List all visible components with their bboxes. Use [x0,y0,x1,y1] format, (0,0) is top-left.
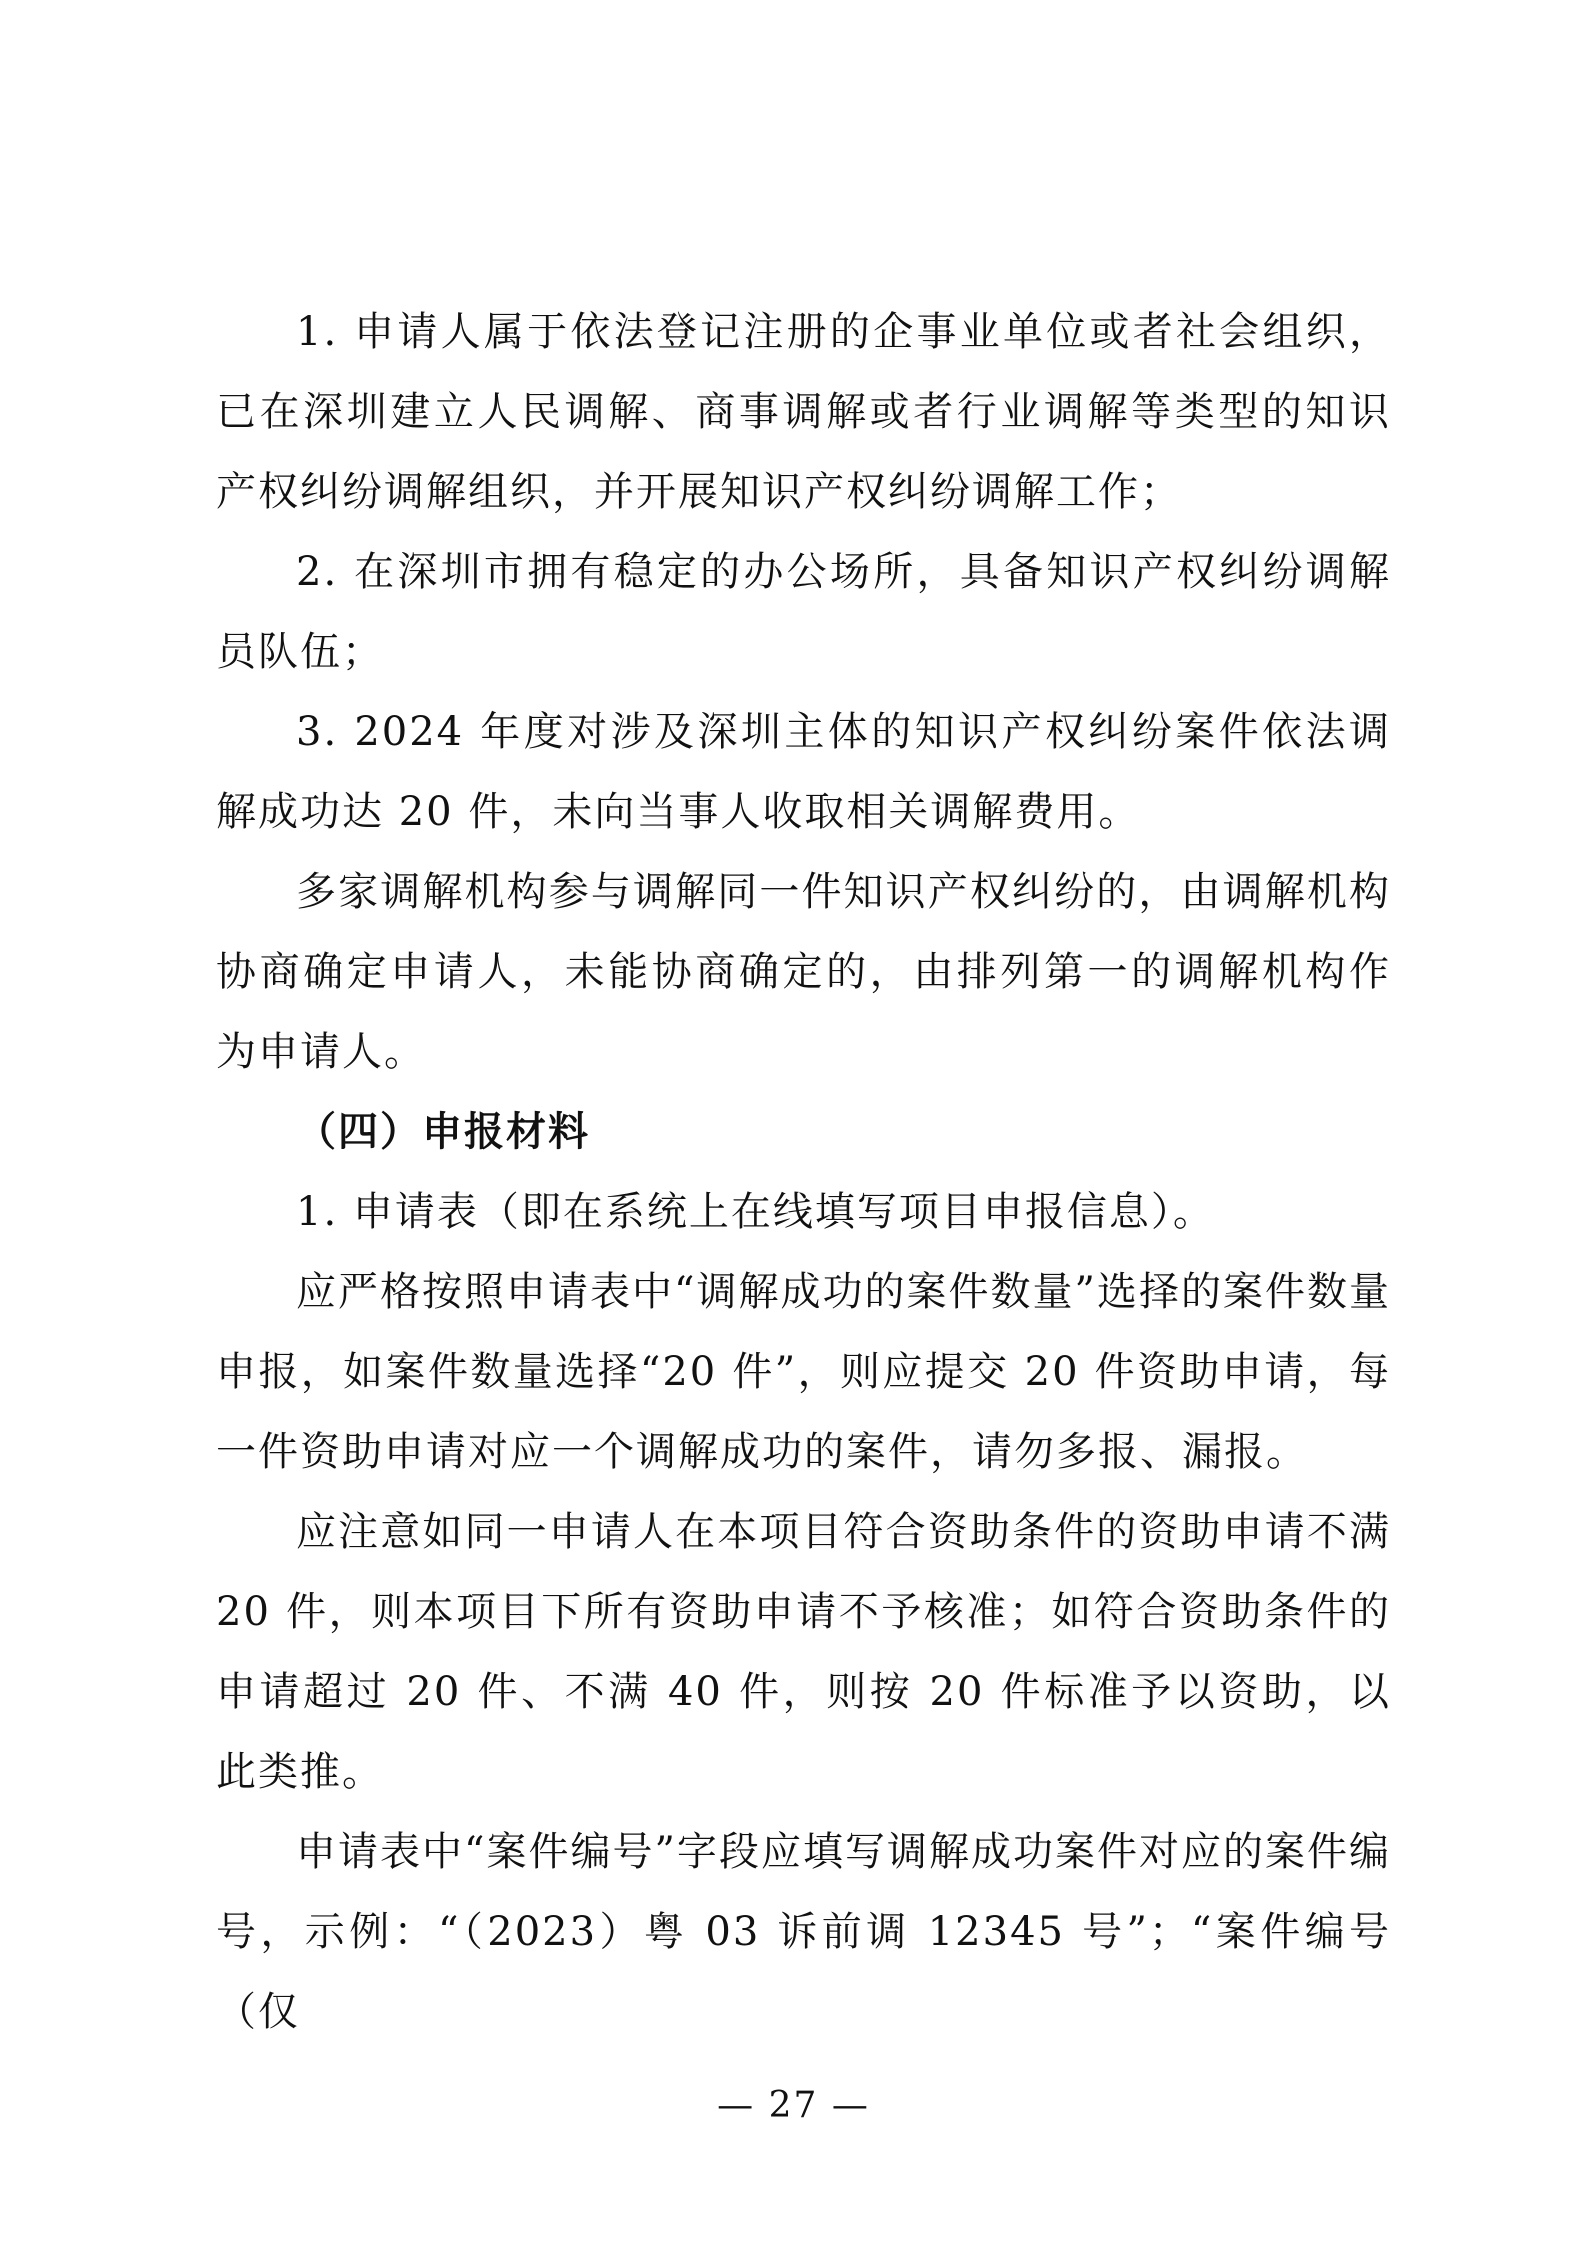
body-text [216,292,1391,2052]
multi-mediator-paragraph: 多家调解机构参与调解同一件知识产权纠纷的，由调解机构协商确定申请人，未能协商确定的，由排列第一的调解机构作为申请人。 [216,869,1391,1075]
materials-paragraph-3: 应注意如同一申请人在本项目符合资助条件的资助申请不满 20 件，则本项目下所有资助申请不予核准；如符合资助条件的申请超过 20 件、不满 40 件，则按 20 件标准予以资助，以此类推。 [216,1509,1391,1795]
condition-paragraph-1: 1. 申请人属于依法登记注册的企事业单位或者社会组织，已在深圳建立人民调解、商事调解或者行业调解等类型的知识产权纠纷调解组织，并开展知识产权纠纷调解工作； [216,309,1391,515]
materials-paragraph-1: 1. 申请表（即在系统上在线填写项目申报信息）。 [296,1189,1215,1235]
condition-paragraph-2: 2. 在深圳市拥有稳定的办公场所，具备知识产权纠纷调解员队伍； [216,549,1391,675]
materials-paragraph-4: 申请表中“案件编号”字段应填写调解成功案件对应的案件编号，示例：“（2023）粤 03 诉前调 12345 号”；“案件编号（仅 [216,1829,1391,2035]
page-number: — 27 — [717,2085,870,2126]
condition-paragraph-3: 3. 2024 年度对涉及深圳主体的知识产权纠纷案件依法调解成功达 20 件，未向当事人收取相关调解费用。 [216,709,1391,835]
materials-paragraph-2: 应严格按照申请表中“调解成功的案件数量”选择的案件数量申报，如案件数量选择“20 件”，则应提交 20 件资助申请，每一件资助申请对应一个调解成功的案件，请勿多报、漏报。 [216,1269,1391,1475]
section-heading: （四）申报材料 [296,1108,590,1155]
